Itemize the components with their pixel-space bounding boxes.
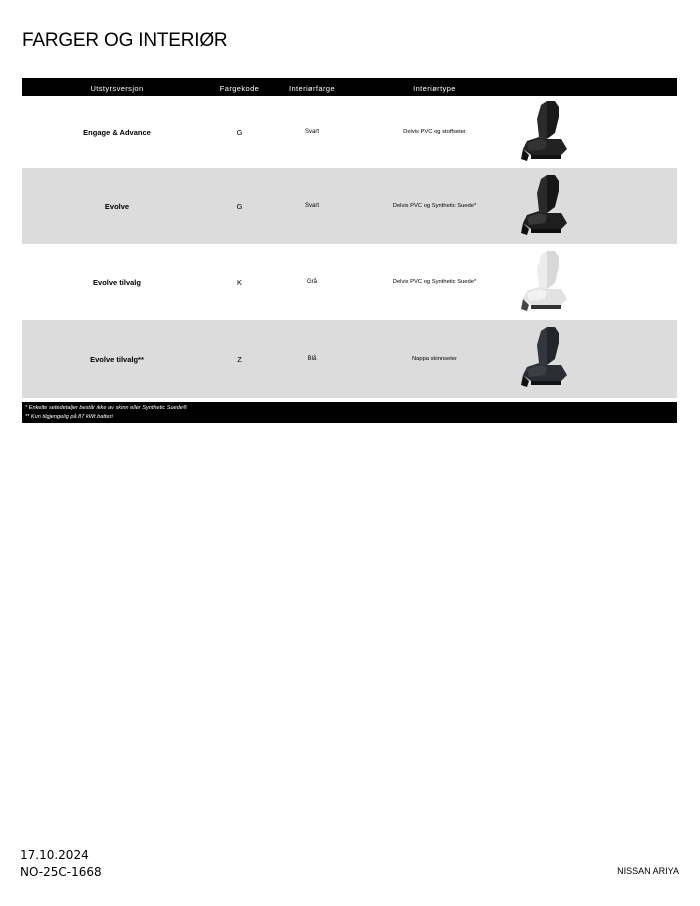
- header-color: Interiørfarge: [288, 84, 336, 93]
- footer-doc-id: NO-25C-1668: [20, 865, 102, 879]
- row-code: G: [236, 201, 243, 211]
- seat-image: [507, 244, 582, 320]
- row-type: Delvis PVC og stoffseter: [403, 129, 466, 135]
- row-color: Svart: [304, 129, 319, 135]
- row-type: Nappa skinnseter: [411, 356, 458, 362]
- row-color: Blå: [307, 356, 317, 362]
- row-version: Engage & Advance: [83, 127, 151, 137]
- table-row: [22, 320, 677, 398]
- interior-table: [22, 78, 677, 423]
- row-version: Evolve tilvalg: [93, 277, 141, 287]
- row-type: Delvis PVC og Synthetic Suede*: [392, 279, 477, 285]
- footnote: ** Kun tilgjengelig på 87 kWt batteri: [25, 413, 113, 420]
- row-version: Evolve tilvalg**: [90, 354, 144, 364]
- footnote: * Enkelte setedetaljer består ikke av skinn eller Synthetic Suede®: [25, 405, 188, 411]
- footer-brand: NISSAN ARIYA: [617, 866, 679, 876]
- row-color: Svart: [304, 203, 319, 209]
- seat-image: [507, 168, 582, 244]
- row-code: Z: [237, 354, 242, 364]
- table-row: [22, 244, 677, 320]
- header-type: Interiørtype: [413, 84, 456, 93]
- footnotes: [22, 402, 677, 423]
- row-color: Grå: [306, 279, 317, 285]
- row-code: K: [236, 277, 242, 287]
- header-code: Fargekode: [219, 84, 260, 93]
- header-version: Utstyrsversjon: [90, 84, 144, 93]
- page-title: FARGER OG INTERIØR: [22, 30, 228, 51]
- row-type: Delvis PVC og Synthetic Suede*: [392, 203, 477, 209]
- row-version: Evolve: [104, 201, 130, 211]
- footer-date: 17.10.2024: [20, 848, 89, 862]
- table-row: [22, 168, 677, 244]
- row-code: G: [236, 127, 243, 137]
- seat-image: [507, 320, 582, 398]
- table-header: [22, 78, 677, 96]
- seat-image: [507, 96, 582, 168]
- table-row: [22, 96, 677, 168]
